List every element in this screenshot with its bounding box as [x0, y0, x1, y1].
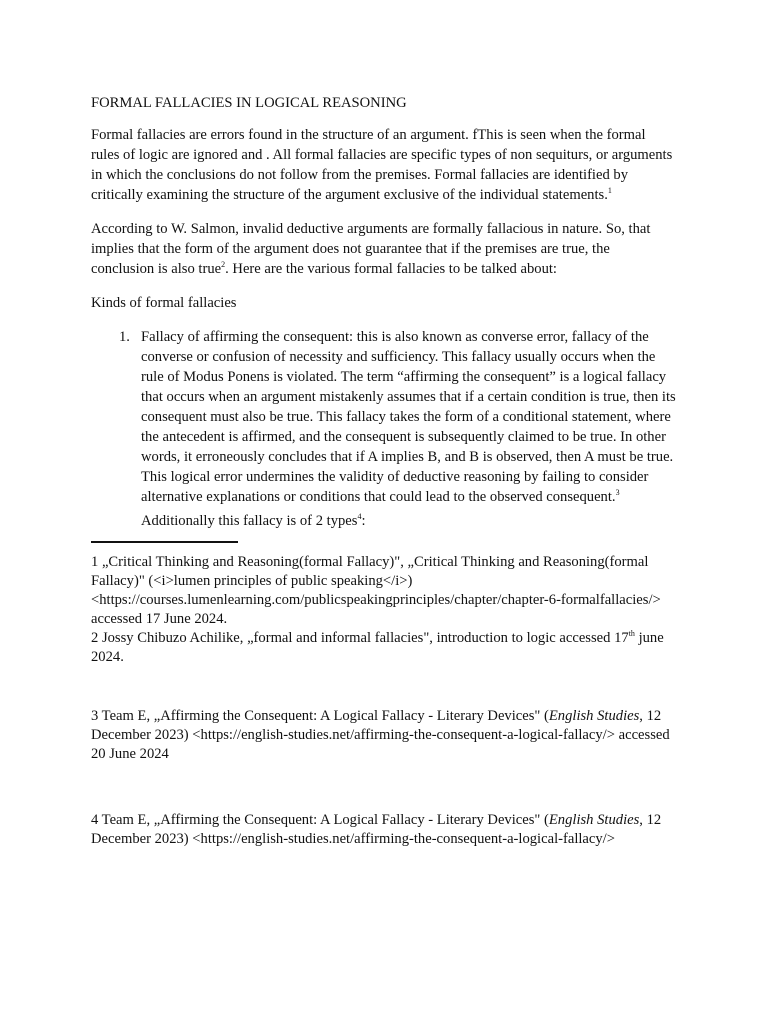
footnote-ref-1: 1 — [607, 186, 612, 196]
footnote-1: 1 „Critical Thinking and Reasoning(formal Fallacy)", „Critical Thinking and Reasoning(formal Fallacy)" (<i>lumen principles of public speaking</i>) <https://courses.lumenlearning.com/publicspeakingprinciples/chapter/chapter-6-formalfallacies/> accessed 17 June 2024. — [91, 554, 661, 627]
footnote-3-text: 3 Team E, „Affirming the Consequent: A Logical Fallacy - Literary Devices" ( — [91, 708, 549, 724]
types-line — [91, 511, 676, 531]
footnote-ref-4: 4 — [357, 512, 362, 522]
salmon-paragraph-tail: . Here are the various formal fallacies to be talked about: — [225, 261, 557, 277]
salmon-paragraph-text: According to W. Salmon, invalid deductive arguments are formally fallacious in nature. So, that implies that the form of the argument does not guarantee that if the premises are true, the conclusion is also true — [91, 221, 651, 277]
document-title: FORMAL FALLACIES IN LOGICAL REASONING — [91, 95, 407, 111]
footnote-2 — [91, 629, 676, 667]
list-item-text: Fallacy of affirming the consequent: this is also known as converse error, fallacy of the converse or confusion of necessity and sufficiency. This fallacy usually occurs when the rule of Modus Ponens is violated. The term “affirming the consequent” is a logical fallacy that occurs when an argument mistakenly assumes that if a certain condition is true, then its consequent must also be true. This fallacy takes the form of a conditional statement, where the antecedent is affirmed, and the consequent is subsequently claimed to be true. In other words, it erroneously concludes that if A implies B, and B is observed, then A must be true. This logical error undermines the validity of deductive reasoning by failing to consider alternative explanations or conditions that could lead to the observed consequent. — [141, 329, 676, 505]
intro-paragraph-text: Formal fallacies are errors found in the structure of an argument. fThis is seen when the formal rules of logic are ignored and . All formal fallacies are specific types of non sequiturs, or arguments in which the conclusions do not follow from the premises. Formal fallacies are identified by critically examining the structure of the argument exclusive of the individual statements. — [91, 127, 673, 203]
footnote-2-tail: june 2024. — [91, 630, 664, 665]
footnote-ref-3: 3 — [615, 488, 620, 498]
list-item-number: 1. — [119, 329, 130, 345]
footnote-2-superscript: th — [628, 629, 635, 639]
footnote-2-text: 2 Jossy Chibuzo Achilike, „formal and informal fallacies", introduction to logic accessed 17 — [91, 630, 629, 646]
types-line-tail: : — [361, 513, 366, 529]
salmon-paragraph — [91, 219, 676, 279]
footnote-3-tail: , 12 December 2023) <https://english-studies.net/affirming-the-consequent-a-logical-fallacy/> accessed 20 June 2024 — [91, 708, 670, 762]
footnote-4-tail: , 12 December 2023) <https://english-studies.net/affirming-the-consequent-a-logical-fallacy/> — [91, 812, 662, 847]
footnotes — [91, 553, 676, 849]
section-subheading: Kinds of formal fallacies — [91, 295, 237, 311]
footnote-separator — [91, 541, 238, 543]
footnote-3 — [91, 707, 676, 764]
footnote-4 — [91, 811, 676, 849]
footnote-3-italic: English Studies — [548, 708, 640, 724]
list-item — [91, 327, 676, 507]
footnote-ref-2: 2 — [221, 260, 226, 270]
fallacy-list — [91, 327, 676, 507]
footnote-4-italic: English Studies — [548, 812, 640, 828]
footnote-4-text: 4 Team E, „Affirming the Consequent: A Logical Fallacy - Literary Devices" ( — [91, 812, 549, 828]
document-page — [91, 93, 676, 849]
types-line-text: Additionally this fallacy is of 2 types — [141, 513, 358, 529]
intro-paragraph — [91, 125, 676, 205]
